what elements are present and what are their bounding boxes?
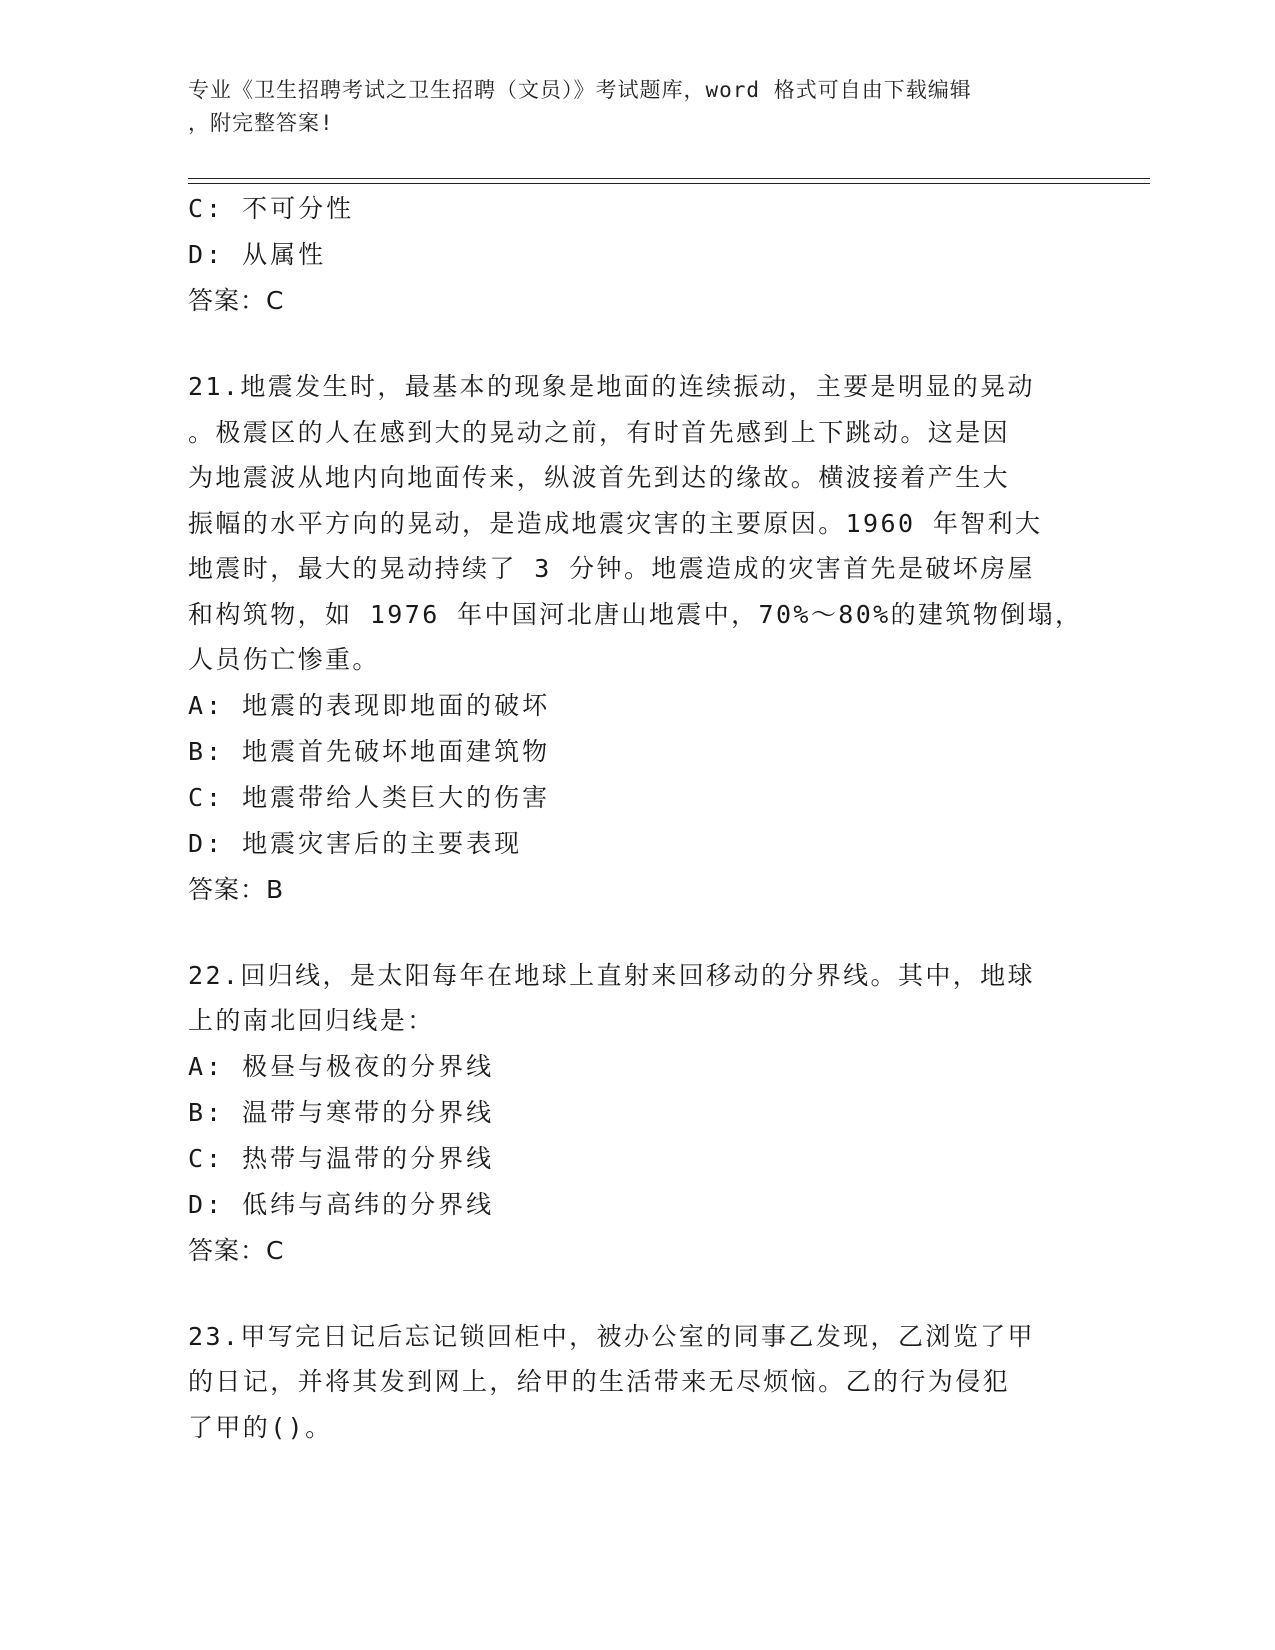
answer-line: 答案：C [188, 1235, 285, 1265]
document-body [188, 186, 1088, 1450]
option-c: C: 热带与温带的分界线 [188, 1143, 495, 1173]
question-21 [188, 364, 1088, 913]
option-b: B: 地震首先破坏地面建筑物 [188, 736, 551, 766]
option-c: C: 不可分性 [188, 194, 355, 223]
question-text: 22.回归线，是太阳每年在地球上直射来回移动的分界线。其中，地球 上的南北回归线是： [188, 960, 1035, 1035]
option-d: D: 从属性 [188, 240, 327, 269]
header-text: 专业《卫生招聘考试之卫生招聘（文员）》考试题库，word 格式可自由下载编辑 ，附完整答案! [188, 78, 972, 135]
spacer [188, 1274, 1088, 1314]
option-a: A: 极昼与极夜的分界线 [188, 1051, 495, 1081]
answer-line: 答案：B [188, 874, 285, 904]
previous-question-tail [188, 186, 1088, 324]
option-c: C: 地震带给人类巨大的伤害 [188, 782, 551, 812]
header-rule-top [188, 178, 1150, 179]
header-rule-bottom [188, 183, 1150, 184]
option-a: A: 地震的表现即地面的破坏 [188, 690, 551, 720]
spacer [188, 324, 1088, 364]
question-text: 23.甲写完日记后忘记锁回柜中，被办公室的同事乙发现，乙浏览了甲 的日记，并将其发到网上，给甲的生活带来无尽烦恼。乙的行为侵犯 了甲的()。 [188, 1321, 1035, 1442]
question-text: 21.地震发生时，最基本的现象是地面的连续振动，主要是明显的晃动 。极震区的人在感到大的晃动之前，有时首先感到上下跳动。这是因 为地震波从地内向地面传来，纵波首先到达的缘故。横波接着产生大 振幅的水平方向的晃动，是造成地震灾害的主要原因。1960 年智利大 地震时，最大的晃动持续了 3 分钟。地震造成的灾害首先是破坏房屋 和构筑物，如 1976 年中国河北唐山地震中，70%～80%的建筑物倒塌， 人员伤亡惨重。 [188, 372, 1083, 674]
question-23 [188, 1314, 1088, 1451]
question-22 [188, 953, 1088, 1274]
answer-line: 答案：C [188, 286, 285, 315]
option-d: D: 低纬与高纬的分界线 [188, 1189, 495, 1219]
spacer [188, 913, 1088, 953]
page-header [188, 74, 1088, 140]
option-b: B: 温带与寒带的分界线 [188, 1097, 495, 1127]
option-d: D: 地震灾害后的主要表现 [188, 828, 523, 858]
